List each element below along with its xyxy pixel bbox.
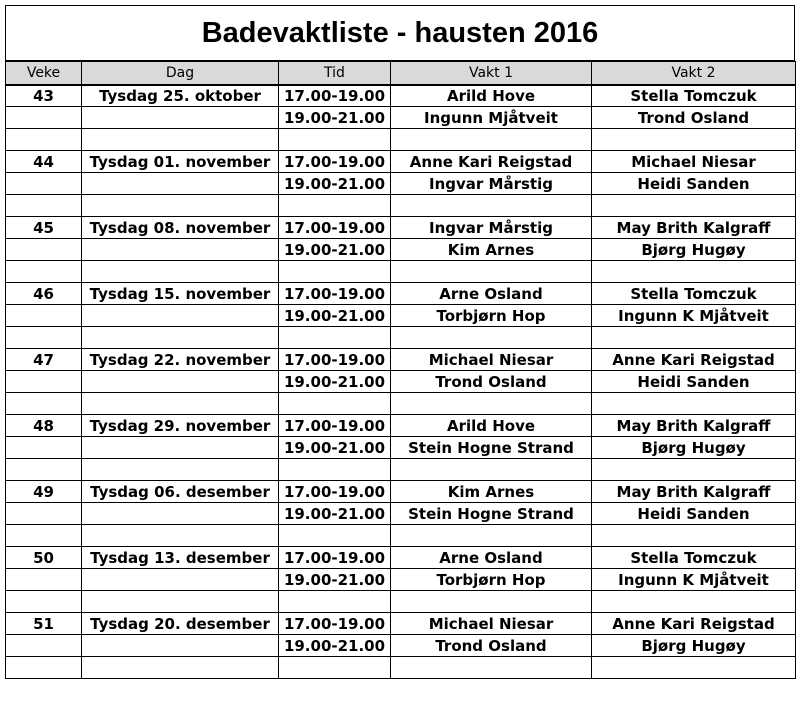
table-row	[6, 547, 796, 569]
vakt2-cell[interactable]: Stella Tomczuk	[592, 547, 796, 569]
veke-cell[interactable]	[6, 107, 82, 129]
table-row	[6, 503, 796, 525]
dag-cell[interactable]: Tysdag 22. november	[82, 349, 279, 371]
empty-cell[interactable]	[279, 591, 391, 613]
table-row	[6, 283, 796, 305]
vakt2-cell[interactable]: Ingunn K Mjåtveit	[592, 569, 796, 591]
empty-cell[interactable]	[6, 591, 82, 613]
tid-cell[interactable]: 19.00-21.00	[279, 569, 391, 591]
spacer-row	[6, 525, 796, 547]
vakt1-cell[interactable]: Kim Arnes	[391, 481, 592, 503]
veke-cell[interactable]	[6, 437, 82, 459]
dag-cell[interactable]	[82, 173, 279, 195]
empty-cell[interactable]	[82, 657, 279, 679]
column-header-vakt1[interactable]: Vakt 1	[391, 62, 592, 85]
table-row	[6, 305, 796, 327]
header-row	[6, 62, 796, 85]
vakt1-cell[interactable]: Arild Hove	[391, 85, 592, 107]
veke-cell[interactable]: 50	[6, 547, 82, 569]
tid-cell[interactable]: 19.00-21.00	[279, 239, 391, 261]
empty-cell[interactable]	[592, 327, 796, 349]
vakt2-cell[interactable]: Heidi Sanden	[592, 173, 796, 195]
vakt2-cell[interactable]: Heidi Sanden	[592, 371, 796, 393]
table-row	[6, 415, 796, 437]
column-header-dag[interactable]: Dag	[82, 62, 279, 85]
empty-cell[interactable]	[391, 129, 592, 151]
vakt2-cell[interactable]: Anne Kari Reigstad	[592, 349, 796, 371]
empty-cell[interactable]	[82, 129, 279, 151]
sheet-title[interactable]: Badevaktliste - hausten 2016	[5, 5, 795, 61]
empty-cell[interactable]	[279, 459, 391, 481]
empty-cell[interactable]	[592, 591, 796, 613]
veke-cell[interactable]: 48	[6, 415, 82, 437]
dag-cell[interactable]	[82, 107, 279, 129]
vakt2-cell[interactable]: Stella Tomczuk	[592, 283, 796, 305]
vakt1-cell[interactable]: Stein Hogne Strand	[391, 437, 592, 459]
empty-cell[interactable]	[391, 657, 592, 679]
tid-cell[interactable]: 17.00-19.00	[279, 481, 391, 503]
dag-cell[interactable]: Tysdag 08. november	[82, 217, 279, 239]
vakt1-cell[interactable]: Trond Osland	[391, 371, 592, 393]
table-row	[6, 151, 796, 173]
vakt2-cell[interactable]: May Brith Kalgraff	[592, 217, 796, 239]
empty-cell[interactable]	[391, 591, 592, 613]
dag-cell[interactable]	[82, 503, 279, 525]
empty-cell[interactable]	[82, 195, 279, 217]
veke-cell[interactable]	[6, 239, 82, 261]
empty-cell[interactable]	[391, 261, 592, 283]
veke-cell[interactable]	[6, 503, 82, 525]
empty-cell[interactable]	[592, 657, 796, 679]
tid-cell[interactable]: 17.00-19.00	[279, 85, 391, 107]
dag-cell[interactable]	[82, 569, 279, 591]
empty-cell[interactable]	[6, 525, 82, 547]
duty-roster-table	[5, 61, 796, 679]
empty-cell[interactable]	[592, 261, 796, 283]
empty-cell[interactable]	[391, 195, 592, 217]
vakt1-cell[interactable]: Anne Kari Reigstad	[391, 151, 592, 173]
vakt2-cell[interactable]: May Brith Kalgraff	[592, 481, 796, 503]
vakt1-cell[interactable]: Stein Hogne Strand	[391, 503, 592, 525]
vakt2-cell[interactable]: Stella Tomczuk	[592, 85, 796, 107]
tid-cell[interactable]: 19.00-21.00	[279, 107, 391, 129]
veke-cell[interactable]: 51	[6, 613, 82, 635]
vakt1-cell[interactable]: Ingunn Mjåtveit	[391, 107, 592, 129]
table-row	[6, 173, 796, 195]
vakt1-cell[interactable]: Ingvar Mårstig	[391, 173, 592, 195]
vakt1-cell[interactable]: Michael Niesar	[391, 349, 592, 371]
veke-cell[interactable]	[6, 305, 82, 327]
spacer-row	[6, 129, 796, 151]
tid-cell[interactable]: 19.00-21.00	[279, 371, 391, 393]
empty-cell[interactable]	[592, 459, 796, 481]
empty-cell[interactable]	[592, 195, 796, 217]
empty-cell[interactable]	[592, 525, 796, 547]
table-row	[6, 613, 796, 635]
spacer-row	[6, 195, 796, 217]
dag-cell[interactable]	[82, 635, 279, 657]
table-row	[6, 107, 796, 129]
vakt1-cell[interactable]: Arne Osland	[391, 547, 592, 569]
veke-cell[interactable]: 43	[6, 85, 82, 107]
dag-cell[interactable]	[82, 239, 279, 261]
vakt1-cell[interactable]: Trond Osland	[391, 635, 592, 657]
spacer-row	[6, 261, 796, 283]
veke-cell[interactable]	[6, 173, 82, 195]
empty-cell[interactable]	[82, 393, 279, 415]
dag-cell[interactable]: Tysdag 29. november	[82, 415, 279, 437]
vakt2-cell[interactable]: Heidi Sanden	[592, 503, 796, 525]
table-row	[6, 239, 796, 261]
veke-cell[interactable]: 46	[6, 283, 82, 305]
vakt1-cell[interactable]: Torbjørn Hop	[391, 305, 592, 327]
table-row	[6, 371, 796, 393]
dag-cell[interactable]	[82, 437, 279, 459]
veke-cell[interactable]: 49	[6, 481, 82, 503]
table-row	[6, 85, 796, 107]
tid-cell[interactable]: 17.00-19.00	[279, 547, 391, 569]
empty-cell[interactable]	[279, 657, 391, 679]
dag-cell[interactable]	[82, 305, 279, 327]
empty-cell[interactable]	[592, 129, 796, 151]
empty-cell[interactable]	[279, 525, 391, 547]
column-header-veke[interactable]: Veke	[6, 62, 82, 85]
empty-cell[interactable]	[6, 657, 82, 679]
empty-cell[interactable]	[6, 393, 82, 415]
empty-cell[interactable]	[391, 327, 592, 349]
table-row	[6, 349, 796, 371]
table-row	[6, 217, 796, 239]
vakt2-cell[interactable]: Michael Niesar	[592, 151, 796, 173]
vakt1-cell[interactable]: Arild Hove	[391, 415, 592, 437]
vakt1-cell[interactable]: Torbjørn Hop	[391, 569, 592, 591]
table-row	[6, 481, 796, 503]
tid-cell[interactable]: 19.00-21.00	[279, 305, 391, 327]
empty-cell[interactable]	[6, 459, 82, 481]
spacer-row	[6, 657, 796, 679]
tid-cell[interactable]: 19.00-21.00	[279, 173, 391, 195]
spacer-row	[6, 327, 796, 349]
veke-cell[interactable]	[6, 635, 82, 657]
empty-cell[interactable]	[391, 525, 592, 547]
veke-cell[interactable]: 47	[6, 349, 82, 371]
veke-cell[interactable]: 44	[6, 151, 82, 173]
veke-cell[interactable]	[6, 371, 82, 393]
column-header-vakt2[interactable]: Vakt 2	[592, 62, 796, 85]
vakt2-cell[interactable]: Ingunn K Mjåtveit	[592, 305, 796, 327]
dag-cell[interactable]	[82, 371, 279, 393]
tid-cell[interactable]: 17.00-19.00	[279, 217, 391, 239]
tid-cell[interactable]: 19.00-21.00	[279, 437, 391, 459]
vakt2-cell[interactable]: Bjørg Hugøy	[592, 437, 796, 459]
empty-cell[interactable]	[592, 393, 796, 415]
empty-cell[interactable]	[6, 327, 82, 349]
dag-cell[interactable]: Tysdag 06. desember	[82, 481, 279, 503]
table-row	[6, 437, 796, 459]
vakt1-cell[interactable]: Arne Osland	[391, 283, 592, 305]
vakt1-cell[interactable]: Kim Arnes	[391, 239, 592, 261]
empty-cell[interactable]	[391, 393, 592, 415]
empty-cell[interactable]	[279, 261, 391, 283]
dag-cell[interactable]: Tysdag 20. desember	[82, 613, 279, 635]
table-row	[6, 569, 796, 591]
dag-cell[interactable]: Tysdag 01. november	[82, 151, 279, 173]
empty-cell[interactable]	[6, 261, 82, 283]
spacer-row	[6, 591, 796, 613]
spacer-row	[6, 393, 796, 415]
empty-cell[interactable]	[6, 129, 82, 151]
vakt2-cell[interactable]: Bjørg Hugøy	[592, 239, 796, 261]
empty-cell[interactable]	[82, 327, 279, 349]
vakt2-cell[interactable]: Bjørg Hugøy	[592, 635, 796, 657]
tid-cell[interactable]: 17.00-19.00	[279, 151, 391, 173]
vakt1-cell[interactable]: Ingvar Mårstig	[391, 217, 592, 239]
empty-cell[interactable]	[82, 591, 279, 613]
dag-cell[interactable]: Tysdag 13. desember	[82, 547, 279, 569]
tid-cell[interactable]: 17.00-19.00	[279, 283, 391, 305]
vakt2-cell[interactable]: May Brith Kalgraff	[592, 415, 796, 437]
veke-cell[interactable]	[6, 569, 82, 591]
vakt2-cell[interactable]: Anne Kari Reigstad	[592, 613, 796, 635]
column-header-tid[interactable]: Tid	[279, 62, 391, 85]
vakt1-cell[interactable]: Michael Niesar	[391, 613, 592, 635]
roster-body	[6, 85, 796, 679]
tid-cell[interactable]: 17.00-19.00	[279, 349, 391, 371]
tid-cell[interactable]: 17.00-19.00	[279, 613, 391, 635]
tid-cell[interactable]: 19.00-21.00	[279, 635, 391, 657]
empty-cell[interactable]	[279, 195, 391, 217]
empty-cell[interactable]	[279, 129, 391, 151]
dag-cell[interactable]: Tysdag 25. oktober	[82, 85, 279, 107]
vakt2-cell[interactable]: Trond Osland	[592, 107, 796, 129]
tid-cell[interactable]: 17.00-19.00	[279, 415, 391, 437]
empty-cell[interactable]	[279, 327, 391, 349]
empty-cell[interactable]	[279, 393, 391, 415]
empty-cell[interactable]	[82, 261, 279, 283]
tid-cell[interactable]: 19.00-21.00	[279, 503, 391, 525]
empty-cell[interactable]	[82, 459, 279, 481]
table-row	[6, 635, 796, 657]
spacer-row	[6, 459, 796, 481]
veke-cell[interactable]: 45	[6, 217, 82, 239]
empty-cell[interactable]	[6, 195, 82, 217]
empty-cell[interactable]	[391, 459, 592, 481]
dag-cell[interactable]: Tysdag 15. november	[82, 283, 279, 305]
empty-cell[interactable]	[82, 525, 279, 547]
